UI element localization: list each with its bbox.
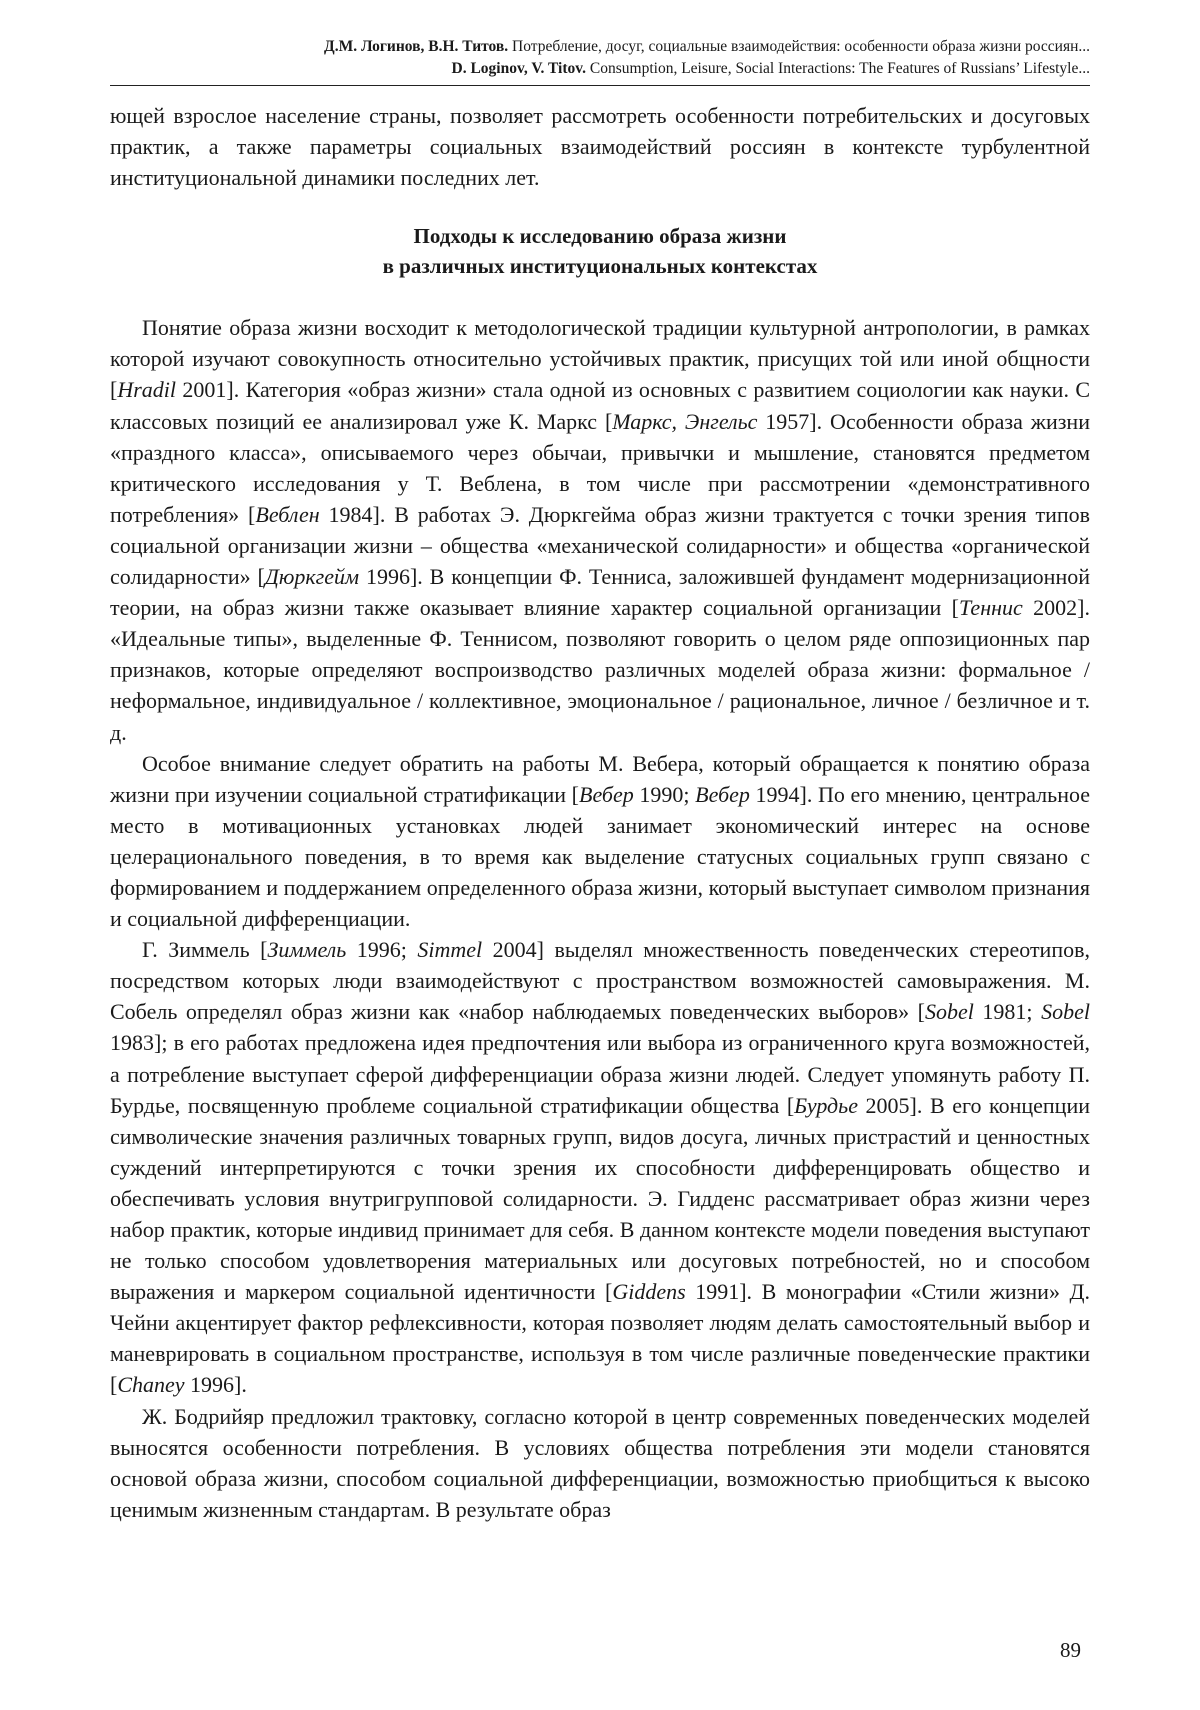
page-body [110,36,1090,1525]
citation-author: Chaney [117,1372,185,1398]
paragraph-text: 1957]. Особенности образа жизни «праздного класса», описываемого через обычаи, привычки и мышление, становятся предметом критического исследования у Т. Веблена, в том числе при рассмотрении «демонстративного потребления» [ [110,408,1090,527]
citation-author: Зиммель [267,937,347,963]
citation-author: Giddens [612,1279,686,1305]
paragraph-text: 1984]. В работах Э. Дюркгейма образ жизни трактуется с точки зрения типов социальной организации жизни – общества «механической солидарности» и общества «органической солидарности» [ [110,501,1091,590]
citation-author: Дюркгейм [264,564,360,590]
header-rule [110,85,1090,86]
paragraph-text: 2002]. «Идеальные типы», выделенные Ф. Теннисом, позволяют говорить о целом ряде оппозиционных пар признаков, которые определяют воспроизводство различных моделей образа жизни: формальное / неформальное, индивидуальное / коллективное, эмоциональное / рациональное, личное / безличное и т. д. [110,595,1090,745]
citation-author: Sobel [1041,999,1090,1025]
citation-author: Hradil [117,377,177,403]
citation-author: Вебер [695,781,750,807]
running-head-en [110,58,1090,80]
running-head-en-title: Consumption, Leisure, Social Interactions: The Features of Russians’ Lifestyle... [589,60,1090,77]
paragraph-text: 2004] выделял множественность поведенческих стереотипов, посредством которых люди взаимодействуют с пространством возможностей самовыражения. М. Собель определял образ жизни как «набор наблюдаемых поведенческих выборов» [ [110,937,1090,1025]
paragraph-text: 2001]. Категория «образ жизни» стала одной из основных с развитием социологии как науки. С классовых позиций ее анализировал уже К. Маркс [ [110,377,1090,434]
paragraph-text: 1983]; в его работах предложена идея предпочтения или выбора из ограниченного круга возможностей, а потребление выступает сферой дифференциации образа жизни людей. Следует упомянуть работу П. Бурдье, посвященную проблеме социальной стратификации общества [ [110,1030,1090,1118]
page-number: 89 [1060,1638,1081,1662]
paragraph-text: Г. Зиммель [ [142,937,268,963]
running-head-en-authors: D. Loginov, V. Titov. [451,60,587,77]
citation-author: Маркс, Энгельс [612,408,758,434]
body-paragraph [110,934,1090,1400]
running-head [110,36,1090,80]
intro-paragraph: ющей взрослое население страны, позволяет рассмотреть особенности потребительских и досуговых практик, а также параметры социальных взаимодействий россиян в контексте турбулентной институциональной динамики последних лет. [110,103,1090,191]
running-head-ru-title: Потребление, досуг, социальные взаимодействия: особенности образа жизни россиян... [512,38,1090,55]
paragraph-text: Понятие образа жизни восходит к методологической традиции культурной антропологии, в рамках которой изучают совокупность относительно устойчивых практик, присущих той или иной общности [ [110,315,1090,403]
citation-author: Теннис [958,595,1023,621]
citation-author: Бурдье [794,1092,858,1118]
section-heading-line-1: Подходы к исследованию образа жизни [413,224,787,249]
running-head-ru-authors: Д.М. Логинов, В.Н. Титов. [324,38,509,55]
citation-author: Вебер [579,781,634,807]
paragraph-text: 1991]. В монографии «Стили жизни» Д. Чейни акцентирует фактор рефлексивности, которая позволяет людям делать самостоятельный выбор и маневрировать в социальном пространстве, используя в том числе различные поведенческие практики [ [110,1279,1091,1398]
body-paragraph [110,312,1090,747]
citation-author: Sobel [924,999,974,1025]
paragraph-text: 1990; [633,781,696,807]
paragraph-text: 1996]. В концепции Ф. Тенниса, заложившей фундамент модернизационной теории, на образ жизни также оказывает влияние характер социальной организации [ [110,564,1091,621]
paragraph-text: 1994]. По его мнению, центральное место в мотивационных установках людей занимает экономический интерес на основе целерационального поведения, в то время как выделение статусных социальных групп связано с формированием и поддержанием определенного образа жизни, который выступает символом признания и социальной дифференциации. [110,781,1090,932]
section-heading-line-2: в различных институциональных контекстах [382,254,818,279]
paragraph-text: 1996]. [184,1372,247,1398]
paragraph-text: Особое внимание следует обратить на работы М. Вебера, который обращается к понятию образа жизни при изучении социальной стратификации [ [110,750,1090,807]
section-heading [110,221,1090,281]
citation-author: Веблен [255,501,320,527]
paragraph-text: Ж. Бодрийяр предложил трактовку, согласно которой в центр современных поведенческих моделей выносятся особенности потребления. В условиях общества потребления эти модели становятся основой образа жизни, способом социальной дифференциации, возможностью приобщиться к высоко ценимым жизненным стандартам. В результате образ [110,1403,1090,1522]
paragraph-text: 1981; [973,999,1042,1025]
body-paragraphs [110,312,1090,1525]
paragraph-text: 1996; [346,937,418,963]
running-head-ru [110,36,1090,58]
body-paragraph [110,748,1090,935]
citation-author: Simmel [417,937,483,963]
body-paragraph [110,1401,1090,1525]
paragraph-text: 2005]. В его концепции символические значения различных товарных групп, видов досуга, личных пристрастий и ценностных суждений интерпретируются с точки зрения их способности дифференцировать общество и обеспечивать условия внутригрупповой солидарности. Э. Гидденс рассматривает образ жизни через набор практик, которые индивид принимает для себя. В данном контексте модели поведения выступают не только способом удовлетворения материальных или досуговых потребностей, но и способом выражения и маркером социальной идентичности [ [110,1092,1091,1305]
